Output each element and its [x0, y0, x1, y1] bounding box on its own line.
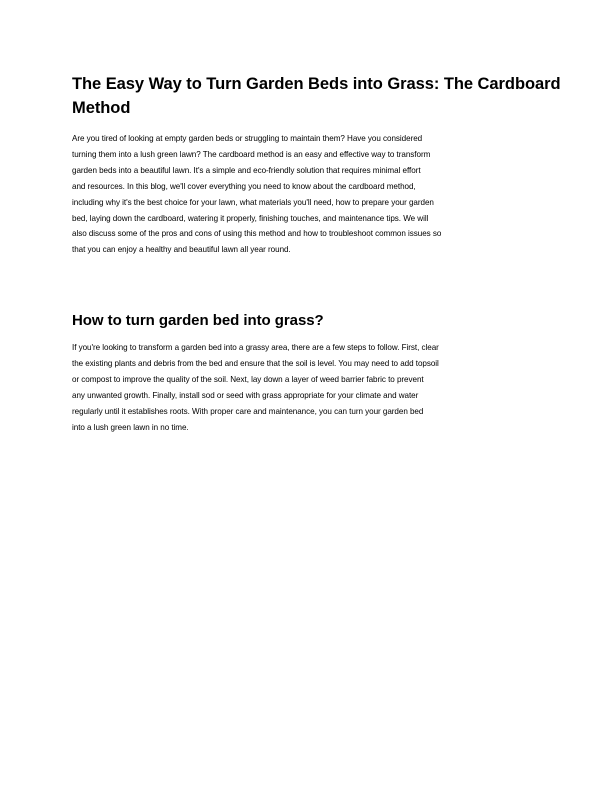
intro-line: garden beds into a beautiful lawn. It's a simple and eco-friendly solution that requires minimal effort	[72, 165, 421, 175]
section-heading: How to turn garden bed into grass?	[72, 312, 324, 330]
intro-line: Are you tired of looking at empty garden beds or struggling to maintain them? Have you considered	[72, 134, 423, 143]
intro-line: that you can enjoy a healthy and beautiful lawn all year round.	[72, 245, 291, 255]
section-line: regularly until it establishes roots. With proper care and maintenance, you can turn your garden bed	[72, 406, 424, 416]
page-title	[72, 72, 561, 120]
intro-line: also discuss some of the pros and cons of using this method and how to troubleshoot common issues so	[72, 229, 442, 239]
section-line: into a lush green lawn in no time.	[72, 422, 189, 432]
document-content	[72, 72, 561, 436]
intro-line: and resources. In this blog, we'll cover everything you need to know about the cardboard method,	[72, 181, 416, 191]
title-line: The Easy Way to Turn Garden Beds into Grass: The Cardboard	[72, 75, 561, 93]
section-line: the existing plants and debris from the bed and ensure that the soil is level. You may need to add topsoil	[72, 359, 439, 369]
intro-paragraph	[72, 131, 544, 258]
intro-line: bed, laying down the cardboard, watering it properly, finishing touches, and maintenance tips. We will	[72, 213, 429, 223]
intro-line: turning them into a lush green lawn? The cardboard method is an easy and effective way to transform	[72, 149, 431, 159]
title-line: Method	[72, 99, 131, 117]
section-line: If you're looking to transform a garden bed into a grassy area, there are a few steps to follow. First, clear	[72, 343, 439, 353]
section-line: any unwanted growth. Finally, install sod or seed with grass appropriate for your climate and water	[72, 390, 419, 400]
intro-line: including why it's the best choice for your lawn, what materials you'll need, how to prepare your garden	[72, 197, 434, 207]
section-line: or compost to improve the quality of the soil. Next, lay down a layer of weed barrier fabric to prevent	[72, 375, 424, 385]
section-paragraph	[72, 340, 544, 435]
